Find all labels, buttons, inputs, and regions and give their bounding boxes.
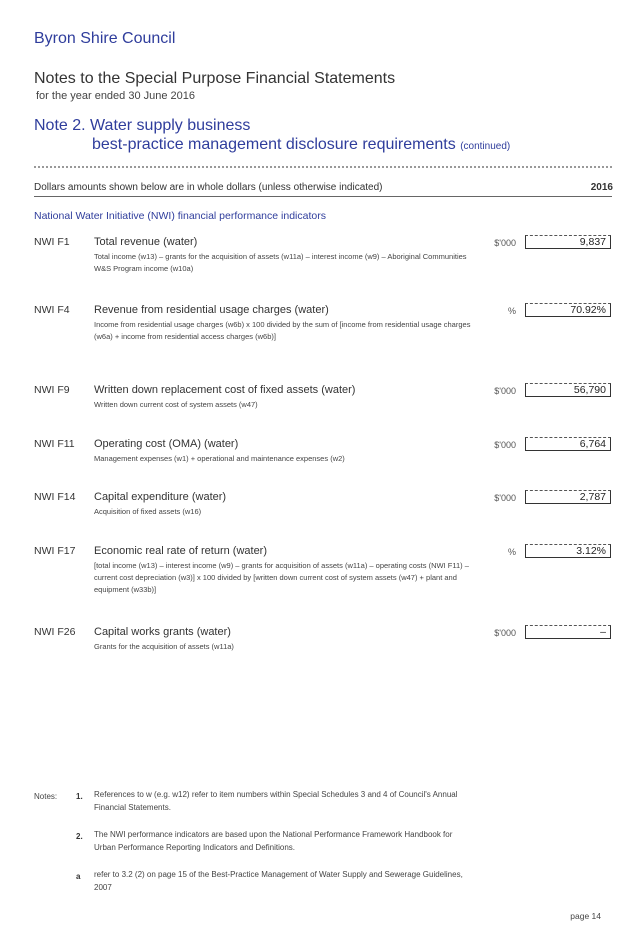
indicator-value: 2,787 [525,490,611,504]
indicator-title: Capital works grants (water) [94,626,231,638]
note-number: 2. [76,832,83,841]
note-number: 1. [76,792,83,801]
indicator-unit: $'000 [494,493,516,503]
indicator-unit: $'000 [494,440,516,450]
dotted-divider [34,166,612,168]
indicator-title: Written down replacement cost of fixed assets (water) [94,384,356,396]
indicator-code: NWI F9 [34,384,70,396]
council-name: Byron Shire Council [34,30,176,47]
indicator-description: Total income (w13) – grants for the acquisition of assets (w11a) – interest income (w9) – Aboriginal Communities W&S Program income (w10a) [94,252,467,273]
indicator-code: NWI F17 [34,545,76,557]
notes-label: Notes: [34,792,58,801]
year-header: 2016 [590,182,613,193]
indicator-value: 56,790 [525,383,611,397]
section-title: National Water Initiative (NWI) financial performance indicators [34,210,326,222]
indicator-unit: $'000 [494,386,516,396]
note-text: References to w (e.g. w12) refer to item numbers within Special Schedules 3 and 4 of Council's Annual Financial Statements. [94,790,458,812]
indicator-code: NWI F26 [34,626,76,638]
indicator-unit: % [507,306,516,316]
indicator-description: Grants for the acquisition of assets (w11a) [94,642,234,651]
indicator-code: NWI F1 [34,236,70,248]
indicator-title: Capital expenditure (water) [94,491,227,503]
indicator-unit: % [507,547,516,557]
header-rule [34,196,612,197]
indicator-code: NWI F14 [34,491,76,503]
note-number: a [76,872,81,881]
document-subtitle: for the year ended 30 June 2016 [36,90,196,102]
indicator-title: Operating cost (OMA) (water) [94,438,239,450]
document-title: Notes to the Special Purpose Financial Statements [34,70,396,87]
indicator-description: [total income (w13) – interest income (w9) – grants for acquisition of assets (w11a) – operating costs (NWI F11) – current cost depreciation (w3)] x 100 divided by [written down current cost of system assets (w47) + plant and equipment (w33b)] [94,561,469,594]
indicator-title: Economic real rate of return (water) [94,545,268,557]
indicator-code: NWI F4 [34,304,70,316]
indicator-unit: $'000 [494,628,516,638]
note-subtitle-text: best-practice management disclosure requirements [92,136,456,153]
indicator-description: Income from residential usage charges (w6b) x 100 divided by the sum of [income from residential usage charges (w6a) + income from residential access charges (w6b)] [94,320,471,341]
indicator-value: 70.92% [525,303,611,317]
indicator-code: NWI F11 [34,438,75,450]
continued-label: (continued) [460,141,511,152]
indicator-value: – [525,625,611,639]
indicator-value: 3.12% [525,544,611,558]
indicator-description: Acquisition of fixed assets (w16) [94,507,202,516]
indicator-title: Total revenue (water) [94,236,198,248]
indicator-description: Management expenses (w1) + operational and maintenance expenses (w2) [94,454,345,463]
note-text: The NWI performance indicators are based upon the National Performance Framework Handbook for Urban Performance Reporting Indicators and Definitions. [94,830,453,852]
amounts-header: Dollars amounts shown below are in whole dollars (unless otherwise indicated) [34,182,383,193]
indicator-value: 6,764 [525,437,611,451]
page-number: page 14 [570,911,601,921]
note-text: refer to 3.2 (2) on page 15 of the Best-Practice Management of Water Supply and Sewerage Guidelines, 2007 [94,870,463,892]
indicator-value: 9,837 [525,235,611,249]
indicator-title: Revenue from residential usage charges (water) [94,304,329,316]
note-title: Note 2. Water supply business [34,117,251,134]
note-subtitle [92,136,510,154]
indicator-unit: $'000 [494,238,516,248]
indicator-description: Written down current cost of system assets (w47) [94,400,258,409]
